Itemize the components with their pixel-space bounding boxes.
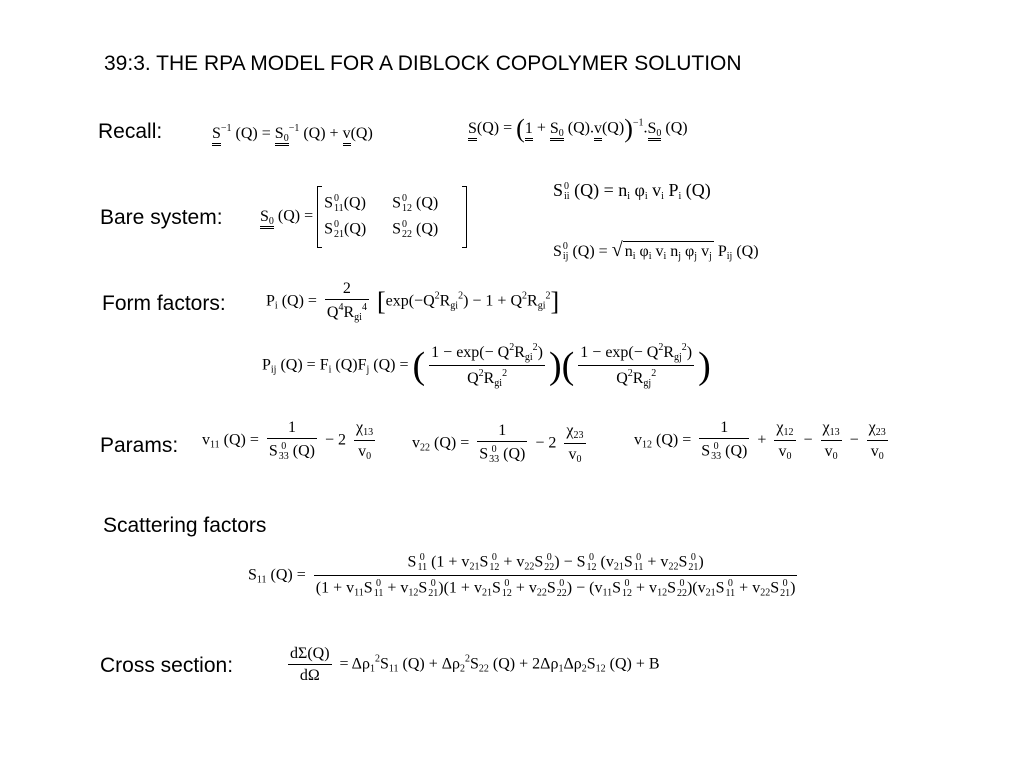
cross-section-label: Cross section: bbox=[100, 654, 234, 677]
recall-equation-inverse: $S^{-1}$ $(Q) = S_0^{-1}$ (Q) + v(Q) bbox=[212, 123, 373, 144]
param-v22-equation: $v_{22}$ (Q) = 1 S 0 33 (Q) − 2 $\frac{\chi_{23}}{v_0}$ bbox=[412, 422, 584, 465]
recall-label: Recall: bbox=[98, 120, 163, 143]
bare-system-label: Bare system: bbox=[100, 206, 223, 229]
form-factor-single-equation: $P_i$ (Q) = $\frac{2}{Q^4R_{gi}^4}$ $[\exp(-Q^2R_{gi}^2) - 1 + Q^2R_{gi}^2]$ bbox=[266, 280, 560, 323]
bare-system-matrix: S 0 11 (Q) S 0 12 (Q) S 0 21 (Q) S 0 22 (Q) bbox=[317, 186, 467, 248]
param-v12-equation: $v_{12}$ (Q) = 1 S 0 33 (Q) + $\frac{\chi_{12}}{v_0}$ − $\frac{\chi_{13}}{v_0}$ − $\frac{\chi_{23}}{v_0}$ bbox=[634, 419, 886, 462]
bare-diagonal-equation: S 0 ii $(Q) = n_i$ $\varphi_i$ $v_i$ $P_i$ (Q) bbox=[553, 180, 711, 202]
form-factor-pair-equation: $P_{ij}$ $(Q) = F_i$ $(Q)F_j$ (Q) = ( $\frac{1 - \exp(- Q^2R_{gi}^2)}{Q^2R_{gi}^2}$ )( $\frac{1 - \exp(- Q^2R_{gj}^2)}{Q^2R_{gj}^2}$ ) bbox=[262, 342, 711, 389]
param-v11-equation: $v_{11}$ (Q) = 1 S 0 33 (Q) − 2 $\frac{\chi_{13}}{v_0}$ bbox=[202, 419, 374, 462]
page-title: 39:3. THE RPA MODEL FOR A DIBLOCK COPOLYMER SOLUTION bbox=[104, 52, 742, 75]
scattering-factors-label: Scattering factors bbox=[103, 514, 267, 537]
recall-equation-direct: $S(Q) = (1 + S_0$ $(Q).v(Q))^{-1}.S_0$ (Q) bbox=[468, 114, 688, 143]
bare-system-matrix-equation: $S_0$ (Q) = S 0 11 (Q) S 0 12 (Q) S 0 21 (Q) S 0 22 (Q) bbox=[260, 186, 467, 248]
params-label: Params: bbox=[100, 434, 179, 457]
cross-section-equation: $\frac{d\Sigma(Q)}{d\Omega}$ = $\Delta\rho_1^2S_{11}$ $(Q) + \Delta\rho_2^2S_{22}$ $(Q) + 2\Delta\rho_1\Delta\rho_2S_{12}$ (Q) + B bbox=[290, 645, 660, 684]
scattering-s11-equation: $S_{11}$ (Q) = S 0 11 ($1 + v_{21}S$ 0 12 + $v_{22}S$ 0 22 ) − S 0 12 ($v_{21}S$ 0 11 + $v_{22}S$ 0 21 ) ($1 + v_{11}S$ 0 11 + $v_{12}S$ 0 21 )($1 + v_{21}S$ 0 12 + $v_{22}S$ 0 22 ) − ($v_{11}S$ 0 12 + $v_{12}S$ 0 22 )($v_{21}S$ 0 11 + $v_{22}S$ 0 21 ) bbox=[248, 552, 796, 599]
form-factors-label: Form factors: bbox=[102, 292, 226, 315]
bare-offdiagonal-equation: S 0 ij (Q) = √ $n_i$ $\varphi_i$ $v_i$ $n_j$ $\varphi_j$ $v_j$ $P_{ij}$ (Q) bbox=[553, 239, 759, 263]
